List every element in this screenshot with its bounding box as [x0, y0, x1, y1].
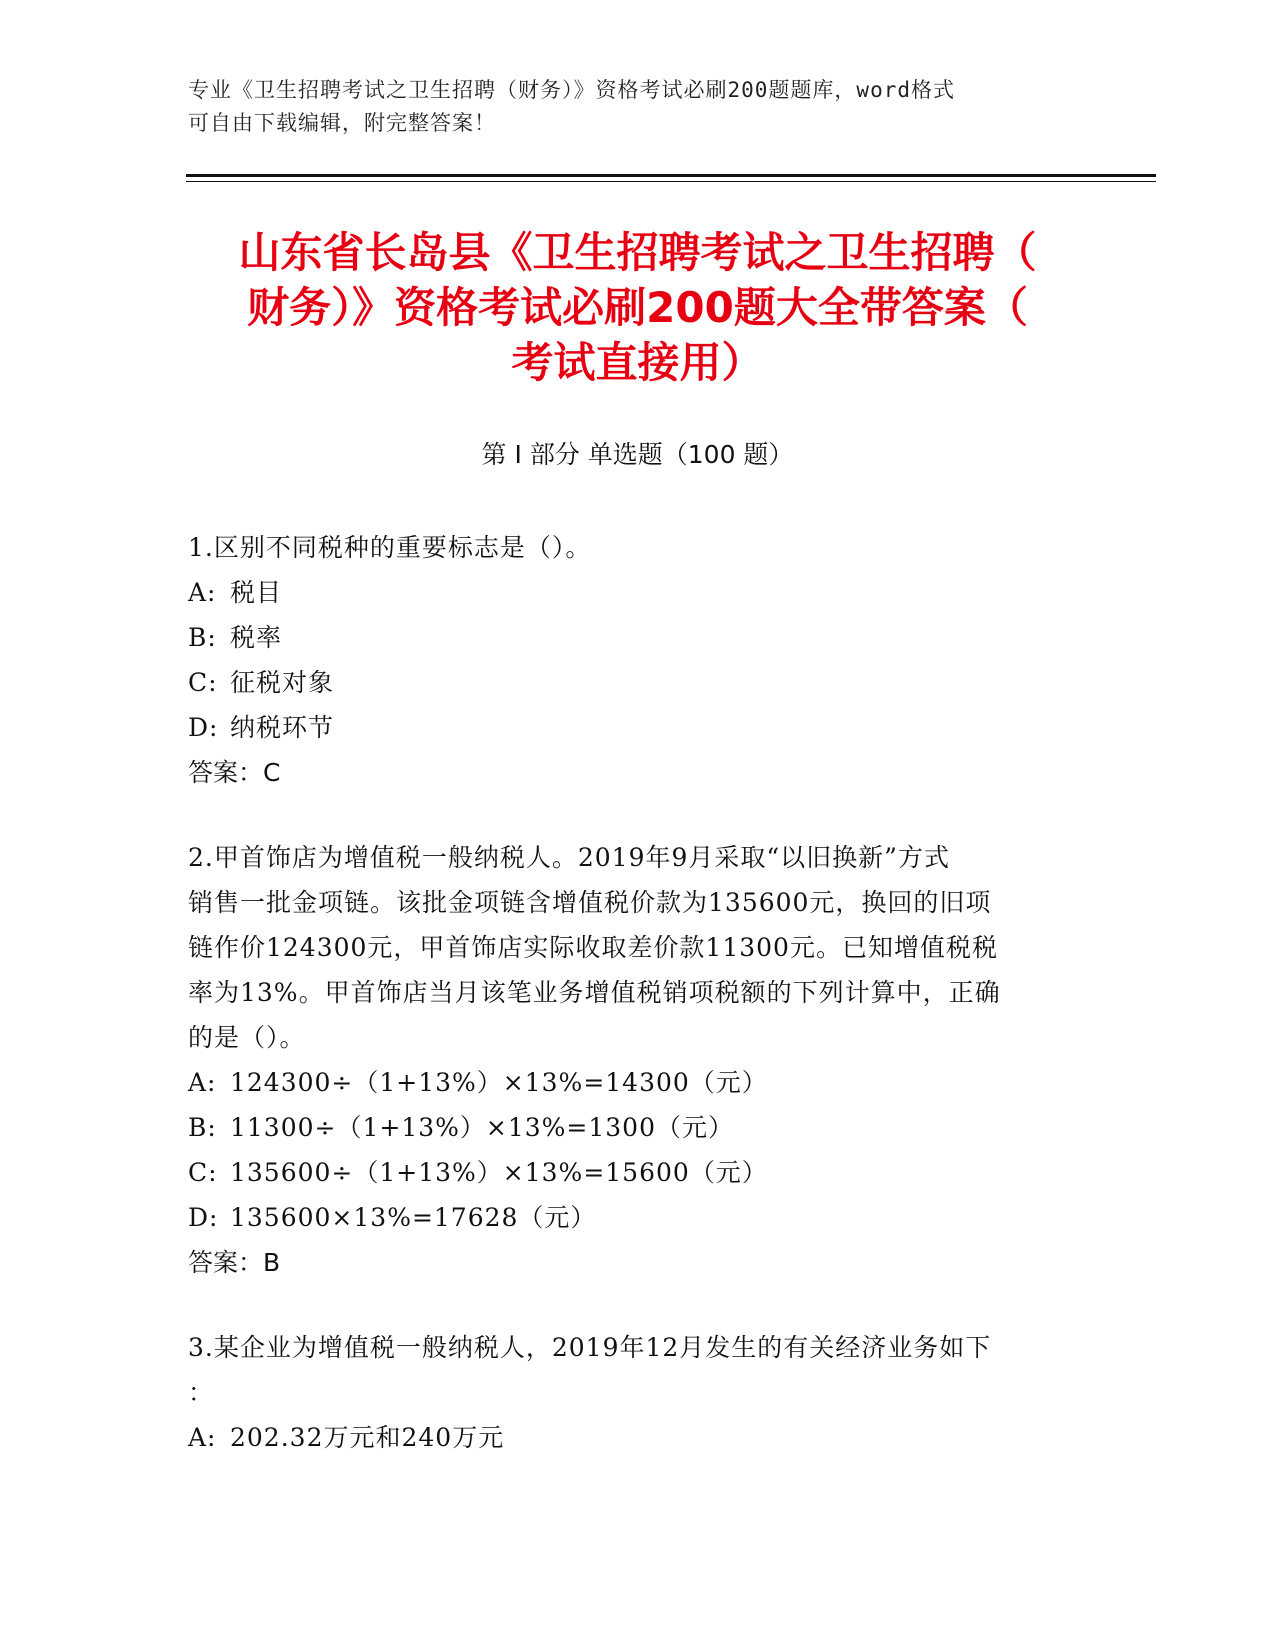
option-text: 税目 — [230, 578, 283, 607]
header-divider-thick — [186, 174, 1156, 177]
option-text: 135600÷（1+13%）×13%=15600（元） — [230, 1158, 768, 1187]
option-c — [188, 660, 1088, 705]
document-title — [180, 225, 1095, 390]
question-stem: 1.区别不同税种的重要标志是（）。 — [188, 533, 592, 562]
question-item — [188, 525, 1088, 795]
option-text: 税率 — [230, 623, 283, 652]
option-a — [188, 1415, 1088, 1460]
option-text: 纳税环节 — [230, 713, 335, 742]
question-item — [188, 835, 1088, 1285]
document-title-line: 财务）》资格考试必刷200题大全带答案（ — [247, 283, 1028, 332]
question-stem: ： — [188, 1378, 215, 1407]
header-divider-thin — [186, 181, 1156, 182]
option-prefix: A: — [188, 578, 217, 607]
option-prefix: C: — [188, 668, 218, 697]
answer-line: 答案：C — [188, 758, 281, 787]
option-b — [188, 615, 1088, 660]
question-stem: 率为13%。甲首饰店当月该笔业务增值税销项税额的下列计算中，正确 — [188, 978, 1001, 1007]
option-prefix: B: — [188, 1113, 217, 1142]
option-prefix: B: — [188, 623, 217, 652]
section-title: 第 I 部分 单选题（100 题） — [481, 440, 794, 469]
option-a — [188, 1060, 1088, 1105]
question-stem: 的是（）。 — [188, 1023, 306, 1052]
question-item — [188, 1325, 1088, 1460]
option-d — [188, 705, 1088, 750]
option-b — [188, 1105, 1088, 1150]
question-stem: 2.甲首饰店为增值税一般纳税人。2019年9月采取“以旧换新”方式 — [188, 843, 950, 872]
option-text: 11300÷（1+13%）×13%=1300（元） — [230, 1113, 734, 1142]
answer-line: 答案：B — [188, 1248, 281, 1277]
option-c — [188, 1150, 1088, 1195]
option-text: 135600×13%=17628（元） — [230, 1203, 597, 1232]
question-list — [188, 525, 1088, 1500]
option-prefix: D: — [188, 713, 219, 742]
option-text: 124300÷（1+13%）×13%=14300（元） — [230, 1068, 768, 1097]
header-note-line: 专业《卫生招聘考试之卫生招聘（财务）》资格考试必刷200题题库，word格式 — [188, 78, 955, 102]
option-prefix: C: — [188, 1158, 218, 1187]
document-title-line: 考试直接用） — [511, 338, 764, 387]
option-text: 202.32万元和240万元 — [230, 1423, 505, 1452]
option-a — [188, 570, 1088, 615]
question-stem: 销售一批金项链。该批金项链含增值税价款为135600元，换回的旧项 — [188, 888, 992, 917]
document-title-line: 山东省长岛县《卫生招聘考试之卫生招聘（ — [238, 228, 1037, 277]
option-prefix: A: — [188, 1423, 217, 1452]
option-text: 征税对象 — [230, 668, 335, 697]
question-stem: 链作价124300元，甲首饰店实际收取差价款11300元。已知增值税税 — [188, 933, 998, 962]
option-prefix: D: — [188, 1203, 219, 1232]
option-d — [188, 1195, 1088, 1240]
header-note-line: 可自由下载编辑，附完整答案！ — [188, 111, 496, 135]
option-prefix: A: — [188, 1068, 217, 1097]
question-stem: 3.某企业为增值税一般纳税人，2019年12月发生的有关经济业务如下 — [188, 1333, 992, 1362]
header-note — [188, 74, 1088, 140]
